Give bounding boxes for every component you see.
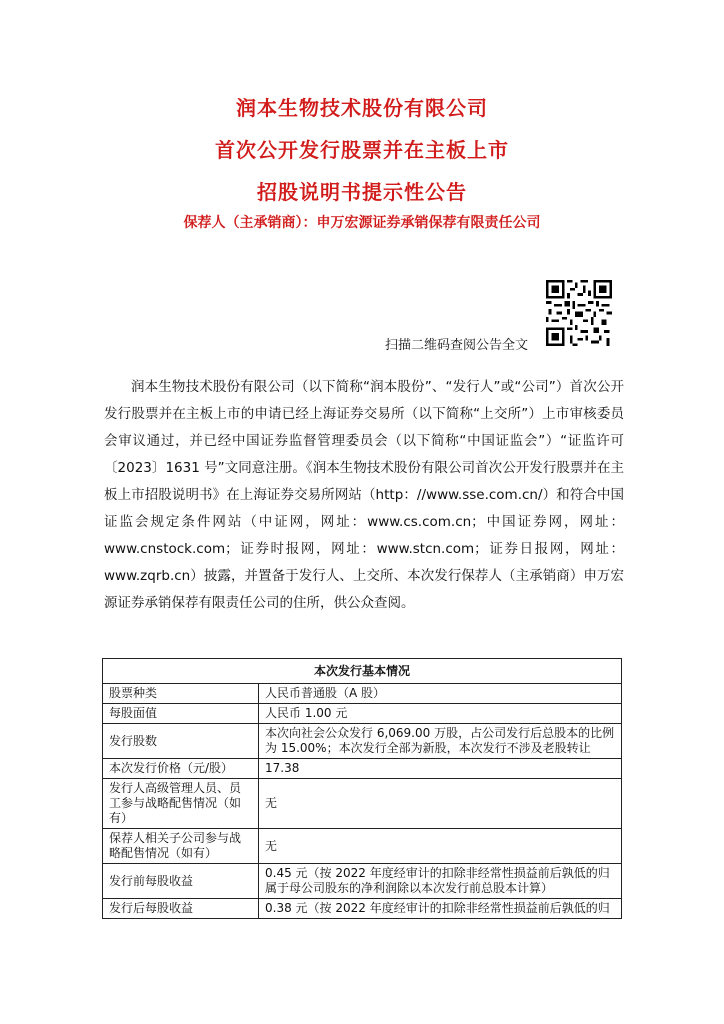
announcement-paragraph: 润本生物技术股份有限公司（以下简称“润本股份”、“发行人”或“公司”）首次公开发行股票并在主板上市的申请已经上海证券交易所（以下简称“上交所”）上市审核委员会审议通过，并已经中国证券监督管理委员会（以下简称“中国证监会”）“证监许可〔2023〕1631 号”文同意注册。《润本生物技术股份有限公司首次公开发行股票并在主板上市招股说明书》在上海证券交易所网站（http：//www.sse.com.cn/）和符合中国证监会规定条件网站（中证网，网址：www.cs.com.cn；中国证券网，网址：www.cnstock.com；证券时报网，网址：www.stcn.com；证券日报网，网址：www.zqrb.cn）披露，并置备于发行人、上交所、本次发行保荐人（主承销商）申万宏源证券承销保荐有限责任公司的住所，供公众查阅。 xyxy=(104,379,624,611)
document-title: 招股说明书提示性公告 xyxy=(257,180,467,204)
table-row xyxy=(103,829,622,864)
row-label: 本次发行价格（元/股） xyxy=(103,759,259,779)
issuance-info-table xyxy=(102,658,622,919)
table-row xyxy=(103,779,622,829)
table-row xyxy=(103,864,622,899)
table-row xyxy=(103,724,622,759)
row-label: 股票种类 xyxy=(103,684,259,704)
row-value: 人民币 1.00 元 xyxy=(259,704,622,724)
row-value: 0.45 元（按 2022 年度经审计的扣除非经常性损益前后孰低的归属于母公司股东的净利润除以本次发行前总股本计算） xyxy=(259,864,622,899)
issue-title: 首次公开发行股票并在主板上市 xyxy=(215,138,509,162)
row-label: 发行前每股收益 xyxy=(103,864,259,899)
row-value: 无 xyxy=(259,829,622,864)
row-label: 保荐人相关子公司参与战略配售情况（如有） xyxy=(103,829,259,864)
qr-caption: 扫描二维码查阅公告全文 xyxy=(385,338,529,353)
table-row xyxy=(103,899,622,919)
row-value: 0.38 元（按 2022 年度经审计的扣除非经常性损益前后孰低的归 xyxy=(259,899,622,919)
row-value: 17.38 xyxy=(259,759,622,779)
row-label: 发行人高级管理人员、员工参与战略配售情况（如有） xyxy=(103,779,259,829)
row-value: 无 xyxy=(259,779,622,829)
table-row xyxy=(103,684,622,704)
company-title: 润本生物技术股份有限公司 xyxy=(236,96,488,120)
table-row xyxy=(103,759,622,779)
sponsor-line: 保荐人（主承销商）：申万宏源证券承销保荐有限责任公司 xyxy=(183,215,541,231)
row-label: 发行股数 xyxy=(103,724,259,759)
table-row xyxy=(103,704,622,724)
qr-code-icon[interactable] xyxy=(546,280,612,346)
row-value: 人民币普通股（A 股） xyxy=(259,684,622,704)
row-value: 本次向社会公众发行 6,069.00 万股，占公司发行后总股本的比例为 15.00%；本次发行全部为新股，本次发行不涉及老股转让 xyxy=(259,724,622,759)
table-header: 本次发行基本情况 xyxy=(103,659,622,684)
row-label: 每股面值 xyxy=(103,704,259,724)
row-label: 发行后每股收益 xyxy=(103,899,259,919)
